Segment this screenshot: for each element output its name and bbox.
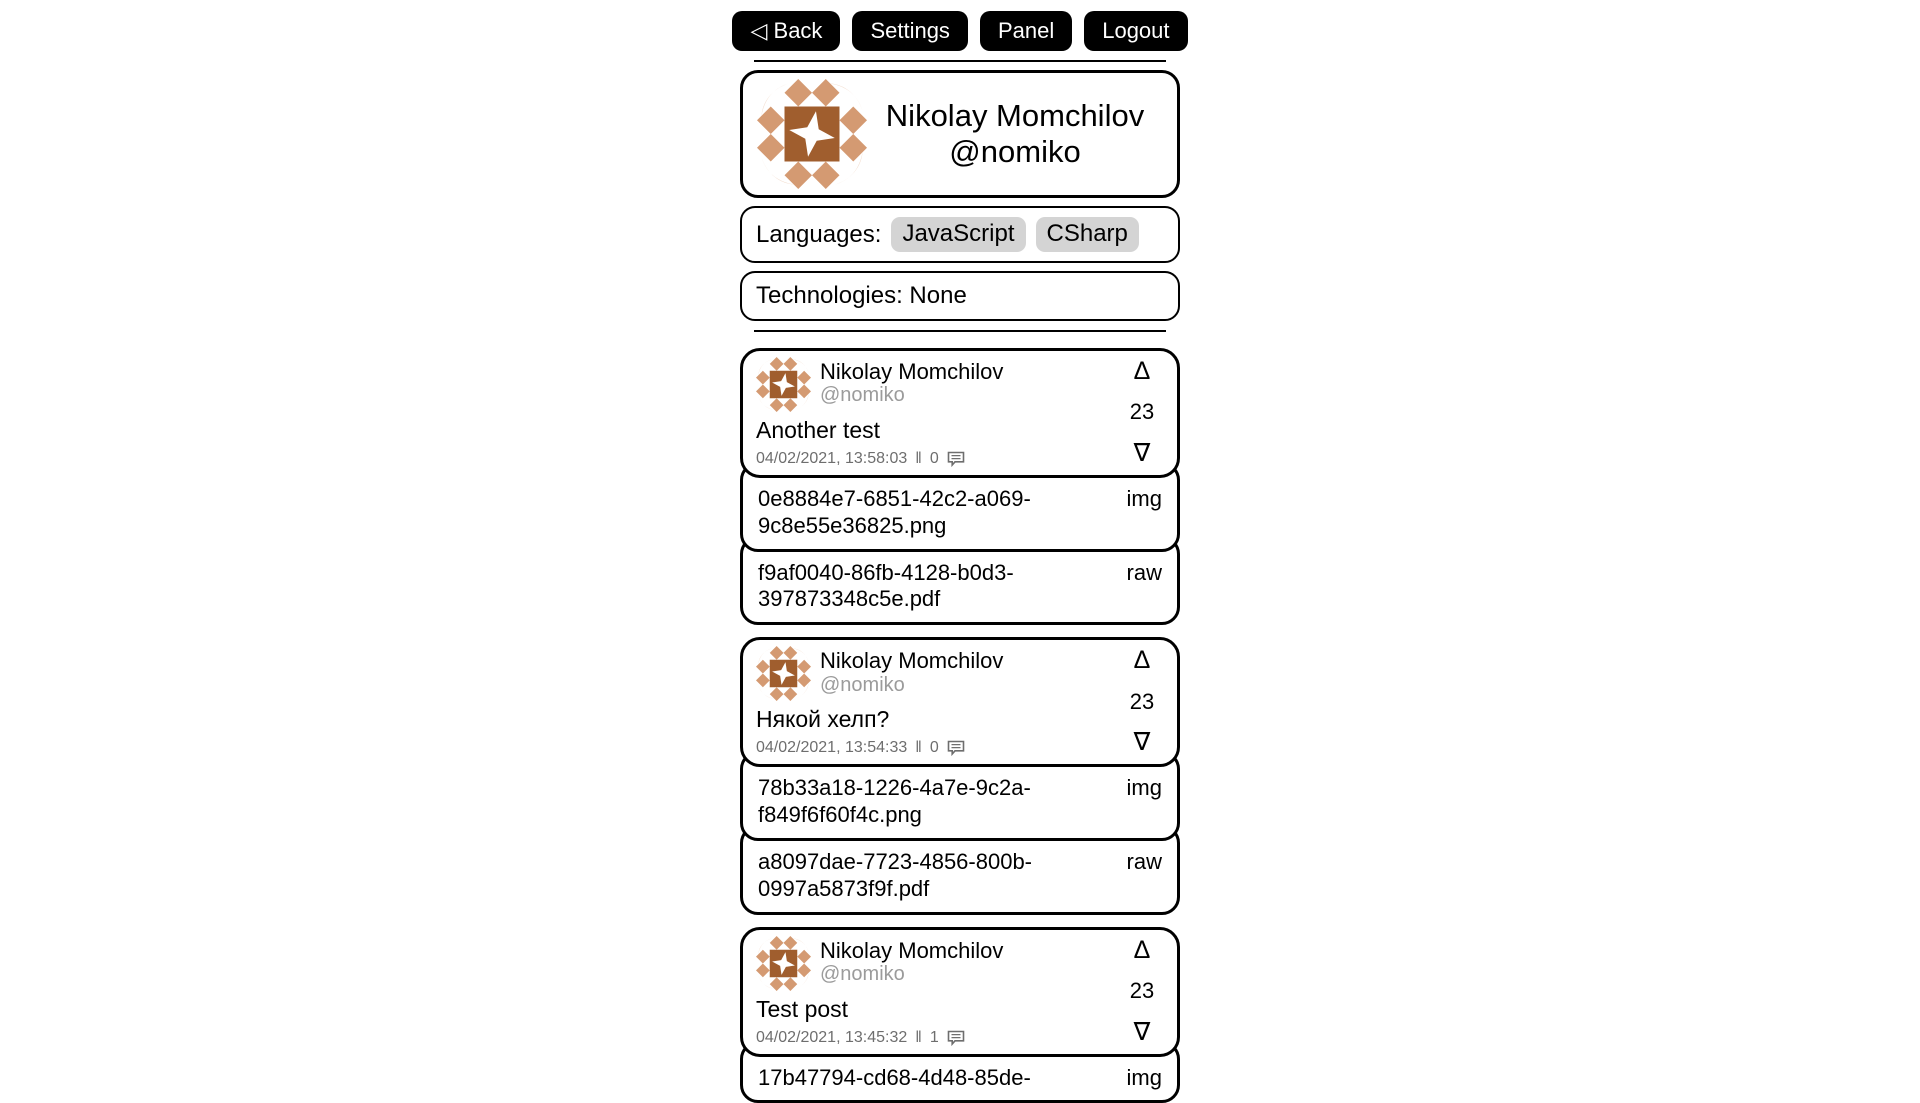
profile-avatar (757, 79, 867, 189)
comment-bubble-icon (947, 740, 965, 756)
attachment-type: raw (1126, 559, 1162, 585)
logout-button[interactable]: Logout (1084, 11, 1187, 51)
comment-count: 0 (929, 739, 939, 757)
attachment-type: img (1126, 1064, 1162, 1090)
post-group (740, 927, 1180, 1103)
attachment-type: img (1126, 485, 1162, 511)
divider (754, 60, 1166, 62)
post-avatar (756, 646, 811, 701)
divider (754, 330, 1166, 332)
back-button[interactable]: ◁ Back (732, 11, 840, 51)
meta-separator: ‖ (915, 449, 922, 467)
languages-card (740, 206, 1180, 263)
attachment-filename: 0e8884e7-6851-42c2-a069-9c8e55e36825.png (758, 485, 1031, 538)
downvote-button[interactable]: ∇ (1133, 438, 1151, 467)
attachment-filename: 17b47794-cd68-4d48-85de- (758, 1064, 1031, 1090)
post-author: Nikolay Momchilov (820, 358, 1004, 384)
languages-label: Languages: (756, 220, 882, 248)
vote-count: 23 (1129, 399, 1155, 425)
downvote-button[interactable]: ∇ (1133, 728, 1151, 757)
vote-count: 23 (1129, 688, 1155, 714)
attachment-filename: a8097dae-7723-4856-800b-0997a5873f9f.pdf (758, 848, 1033, 901)
comment-count: 1 (929, 1028, 939, 1046)
language-badge: JavaScript (891, 217, 1025, 252)
meta-separator: ‖ (915, 1028, 922, 1046)
post-timestamp: 04/02/2021, 13:45:32 (756, 1028, 908, 1046)
post-avatar (756, 357, 811, 412)
profile-name: Nikolay Momchilov (885, 97, 1145, 133)
post-title: Test post (756, 995, 849, 1022)
post-title: Някой хелп? (756, 706, 890, 733)
profile-card (740, 70, 1180, 198)
attachment-type: raw (1126, 848, 1162, 874)
meta-separator: ‖ (915, 739, 922, 757)
settings-button[interactable]: Settings (852, 11, 968, 51)
post-card[interactable] (740, 927, 1180, 1057)
profile-username: @nomiko (949, 134, 1081, 170)
post-group (740, 637, 1180, 914)
upvote-button[interactable]: Δ (1133, 646, 1151, 675)
vote-count: 23 (1129, 978, 1155, 1004)
technologies-label: Technologies: None (756, 281, 967, 309)
post-username: @nomiko (820, 673, 905, 696)
post-group (740, 348, 1180, 625)
comment-bubble-icon (947, 1030, 965, 1046)
upvote-button[interactable]: Δ (1133, 356, 1151, 385)
post-card[interactable] (740, 637, 1180, 767)
post-author: Nikolay Momchilov (820, 937, 1004, 963)
panel-button[interactable]: Panel (980, 11, 1072, 51)
top-nav (0, 0, 1920, 51)
attachment-type: img (1126, 775, 1162, 801)
downvote-button[interactable]: ∇ (1133, 1017, 1151, 1046)
technologies-card (740, 271, 1180, 321)
post-timestamp: 04/02/2021, 13:54:33 (756, 739, 908, 757)
comment-bubble-icon (947, 451, 965, 467)
comment-count: 0 (929, 449, 939, 467)
post-title: Another test (756, 416, 881, 443)
post-timestamp: 04/02/2021, 13:58:03 (756, 449, 908, 467)
post-username: @nomiko (820, 962, 905, 985)
upvote-button[interactable]: Δ (1133, 935, 1151, 964)
post-username: @nomiko (820, 384, 905, 407)
attachment-filename: f9af0040-86fb-4128-b0d3-397873348c5e.pdf (758, 559, 1014, 612)
post-avatar (756, 936, 811, 991)
post-card[interactable] (740, 348, 1180, 478)
language-badge: CSharp (1036, 217, 1139, 252)
post-author: Nikolay Momchilov (820, 648, 1004, 674)
attachment-filename: 78b33a18-1226-4a7e-9c2a-f849f6f60f4c.png (758, 775, 1031, 828)
